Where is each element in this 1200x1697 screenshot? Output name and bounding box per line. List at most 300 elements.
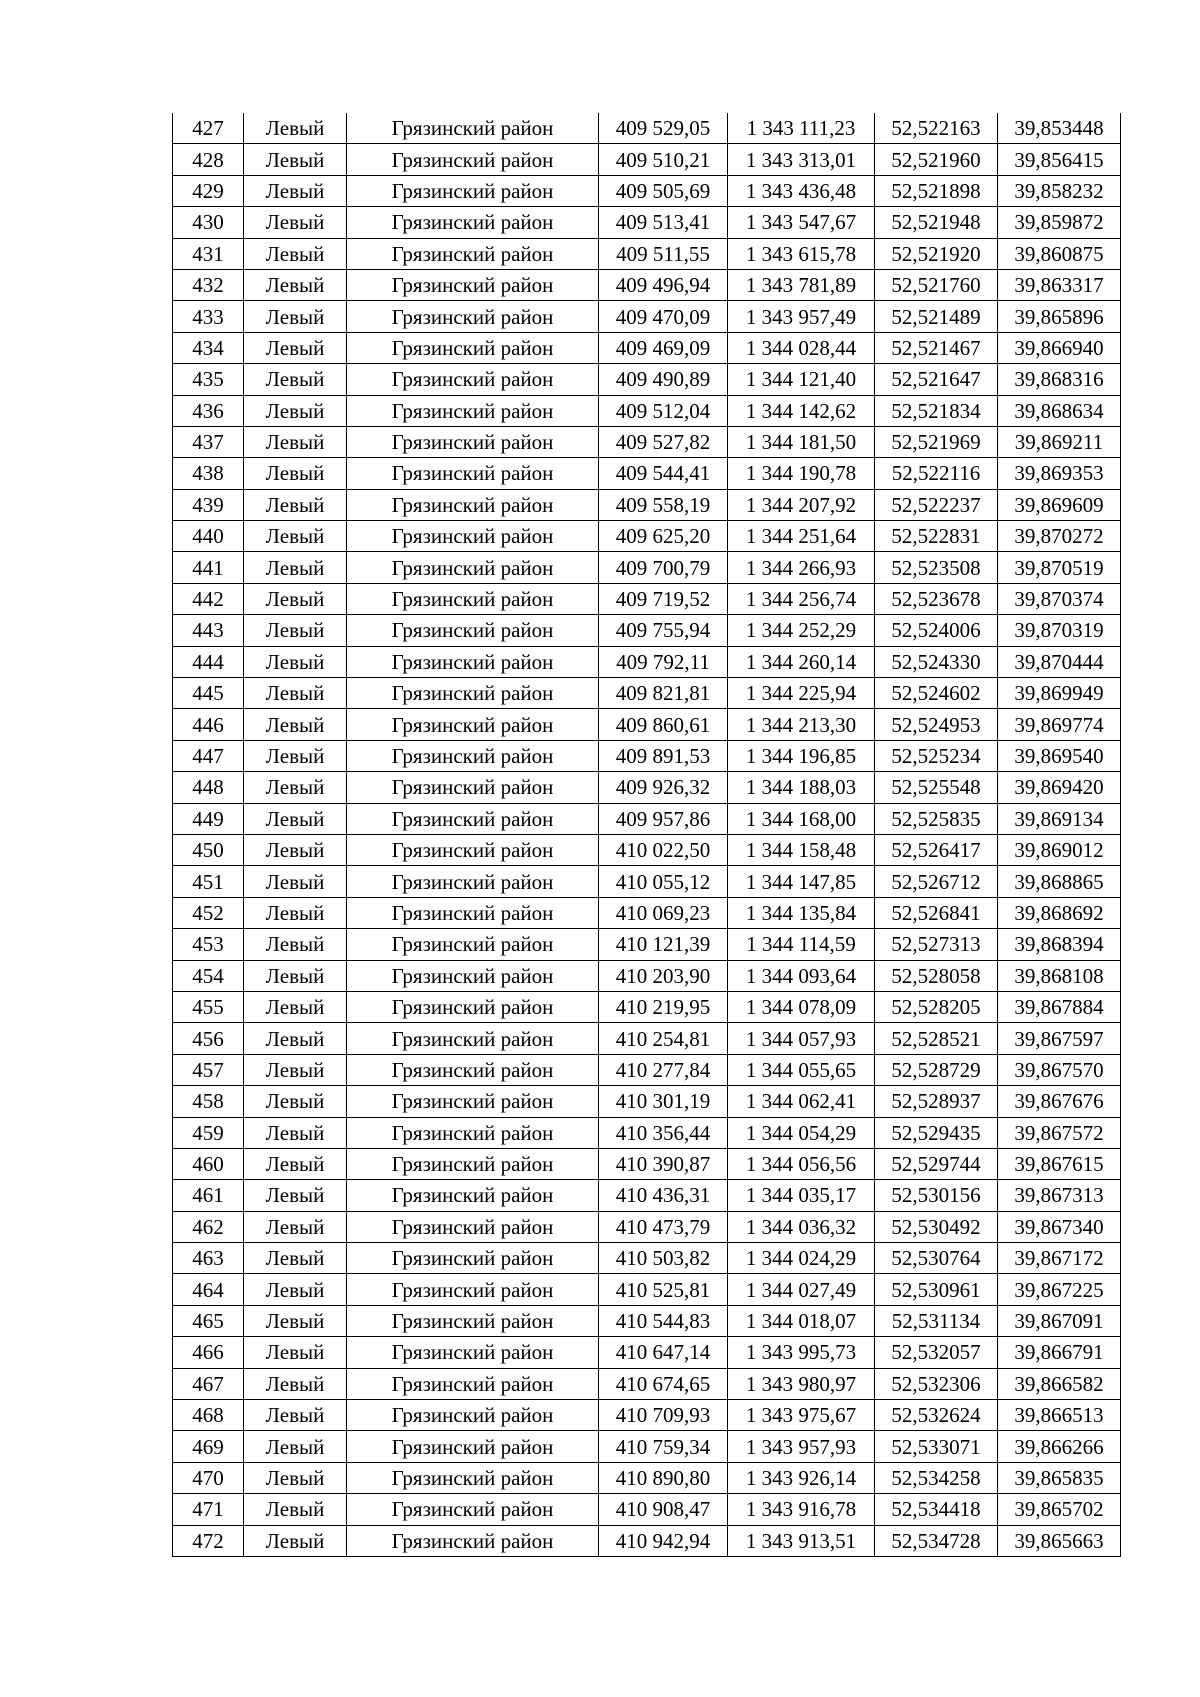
cell-coord-x: 409 719,52 — [599, 583, 728, 614]
cell-district-name: Грязинский район — [347, 552, 599, 583]
coordinates-table — [172, 113, 1121, 1557]
cell-bank-side: Левый — [244, 1086, 347, 1117]
cell-point-number: 467 — [173, 1368, 244, 1399]
cell-longitude: 39,866791 — [998, 1337, 1121, 1368]
cell-longitude: 39,867572 — [998, 1117, 1121, 1148]
cell-latitude: 52,524330 — [875, 646, 998, 677]
cell-bank-side: Левый — [244, 646, 347, 677]
cell-bank-side: Левый — [244, 301, 347, 332]
cell-point-number: 454 — [173, 960, 244, 991]
cell-latitude: 52,530961 — [875, 1274, 998, 1305]
cell-latitude: 52,526712 — [875, 866, 998, 897]
table-row — [173, 1023, 1121, 1054]
cell-coord-x: 410 503,82 — [599, 1243, 728, 1274]
table-row — [173, 960, 1121, 991]
cell-coord-x: 410 942,94 — [599, 1525, 728, 1556]
cell-point-number: 457 — [173, 1054, 244, 1085]
cell-district-name: Грязинский район — [347, 395, 599, 426]
cell-coord-x: 410 219,95 — [599, 991, 728, 1022]
cell-point-number: 452 — [173, 897, 244, 928]
cell-latitude: 52,528729 — [875, 1054, 998, 1085]
cell-longitude: 39,865663 — [998, 1525, 1121, 1556]
table-row — [173, 1054, 1121, 1085]
cell-latitude: 52,521960 — [875, 144, 998, 175]
cell-point-number: 447 — [173, 740, 244, 771]
table-row — [173, 740, 1121, 771]
cell-coord-y: 1 344 251,64 — [728, 521, 875, 552]
cell-latitude: 52,532057 — [875, 1337, 998, 1368]
cell-longitude: 39,869134 — [998, 803, 1121, 834]
cell-latitude: 52,521467 — [875, 332, 998, 363]
cell-coord-y: 1 343 111,23 — [728, 113, 875, 144]
cell-coord-y: 1 343 957,93 — [728, 1431, 875, 1462]
cell-bank-side: Левый — [244, 489, 347, 520]
cell-latitude: 52,531134 — [875, 1305, 998, 1336]
cell-district-name: Грязинский район — [347, 1086, 599, 1117]
cell-bank-side: Левый — [244, 1274, 347, 1305]
cell-point-number: 437 — [173, 426, 244, 457]
cell-coord-x: 410 525,81 — [599, 1274, 728, 1305]
cell-coord-y: 1 343 975,67 — [728, 1400, 875, 1431]
cell-coord-x: 409 510,21 — [599, 144, 728, 175]
cell-latitude: 52,521969 — [875, 426, 998, 457]
cell-coord-x: 409 511,55 — [599, 238, 728, 269]
cell-point-number: 429 — [173, 175, 244, 206]
cell-coord-y: 1 344 057,93 — [728, 1023, 875, 1054]
cell-latitude: 52,526841 — [875, 897, 998, 928]
cell-bank-side: Левый — [244, 803, 347, 834]
cell-bank-side: Левый — [244, 678, 347, 709]
cell-coord-y: 1 343 980,97 — [728, 1368, 875, 1399]
cell-coord-y: 1 344 181,50 — [728, 426, 875, 457]
cell-longitude: 39,868108 — [998, 960, 1121, 991]
cell-bank-side: Левый — [244, 364, 347, 395]
cell-longitude: 39,866513 — [998, 1400, 1121, 1431]
cell-coord-x: 410 709,93 — [599, 1400, 728, 1431]
cell-point-number: 438 — [173, 458, 244, 489]
cell-district-name: Грязинский район — [347, 175, 599, 206]
cell-coord-x: 409 792,11 — [599, 646, 728, 677]
cell-longitude: 39,869353 — [998, 458, 1121, 489]
cell-latitude: 52,523678 — [875, 583, 998, 614]
cell-coord-x: 410 022,50 — [599, 834, 728, 865]
cell-latitude: 52,521834 — [875, 395, 998, 426]
cell-longitude: 39,853448 — [998, 113, 1121, 144]
cell-point-number: 464 — [173, 1274, 244, 1305]
cell-district-name: Грязинский район — [347, 960, 599, 991]
cell-coord-x: 410 390,87 — [599, 1148, 728, 1179]
cell-bank-side: Левый — [244, 1525, 347, 1556]
cell-bank-side: Левый — [244, 332, 347, 363]
cell-bank-side: Левый — [244, 834, 347, 865]
cell-district-name: Грязинский район — [347, 1400, 599, 1431]
cell-bank-side: Левый — [244, 1337, 347, 1368]
cell-coord-y: 1 344 024,29 — [728, 1243, 875, 1274]
cell-district-name: Грязинский район — [347, 269, 599, 300]
cell-longitude: 39,870374 — [998, 583, 1121, 614]
cell-point-number: 455 — [173, 991, 244, 1022]
cell-district-name: Грязинский район — [347, 144, 599, 175]
cell-coord-y: 1 344 055,65 — [728, 1054, 875, 1085]
cell-coord-x: 410 277,84 — [599, 1054, 728, 1085]
cell-latitude: 52,525234 — [875, 740, 998, 771]
cell-coord-y: 1 344 188,03 — [728, 772, 875, 803]
cell-coord-x: 410 203,90 — [599, 960, 728, 991]
cell-coord-y: 1 344 260,14 — [728, 646, 875, 677]
cell-coord-y: 1 344 196,85 — [728, 740, 875, 771]
table-row — [173, 1243, 1121, 1274]
table-row — [173, 113, 1121, 144]
cell-longitude: 39,863317 — [998, 269, 1121, 300]
cell-latitude: 52,524953 — [875, 709, 998, 740]
cell-longitude: 39,870272 — [998, 521, 1121, 552]
cell-district-name: Грязинский район — [347, 521, 599, 552]
cell-district-name: Грязинский район — [347, 301, 599, 332]
cell-point-number: 462 — [173, 1211, 244, 1242]
cell-district-name: Грязинский район — [347, 991, 599, 1022]
cell-longitude: 39,860875 — [998, 238, 1121, 269]
cell-latitude: 52,521898 — [875, 175, 998, 206]
table-row — [173, 615, 1121, 646]
cell-coord-y: 1 344 266,93 — [728, 552, 875, 583]
cell-point-number: 439 — [173, 489, 244, 520]
cell-bank-side: Левый — [244, 144, 347, 175]
cell-point-number: 446 — [173, 709, 244, 740]
cell-bank-side: Левый — [244, 521, 347, 552]
cell-longitude: 39,867172 — [998, 1243, 1121, 1274]
cell-point-number: 459 — [173, 1117, 244, 1148]
cell-longitude: 39,859872 — [998, 207, 1121, 238]
table-row — [173, 144, 1121, 175]
cell-district-name: Грязинский район — [347, 1337, 599, 1368]
cell-coord-x: 409 490,89 — [599, 364, 728, 395]
cell-point-number: 465 — [173, 1305, 244, 1336]
cell-coord-y: 1 343 781,89 — [728, 269, 875, 300]
cell-point-number: 470 — [173, 1462, 244, 1493]
cell-bank-side: Левый — [244, 1462, 347, 1493]
cell-latitude: 52,522237 — [875, 489, 998, 520]
cell-district-name: Грязинский район — [347, 583, 599, 614]
cell-coord-x: 410 301,19 — [599, 1086, 728, 1117]
cell-coord-y: 1 343 436,48 — [728, 175, 875, 206]
cell-latitude: 52,522116 — [875, 458, 998, 489]
cell-point-number: 461 — [173, 1180, 244, 1211]
cell-latitude: 52,522163 — [875, 113, 998, 144]
table-row — [173, 426, 1121, 457]
cell-district-name: Грязинский район — [347, 615, 599, 646]
cell-district-name: Грязинский район — [347, 772, 599, 803]
cell-coord-y: 1 344 225,94 — [728, 678, 875, 709]
cell-coord-y: 1 344 252,29 — [728, 615, 875, 646]
cell-bank-side: Левый — [244, 1400, 347, 1431]
cell-point-number: 443 — [173, 615, 244, 646]
cell-coord-y: 1 344 207,92 — [728, 489, 875, 520]
cell-coord-y: 1 344 114,59 — [728, 929, 875, 960]
cell-bank-side: Левый — [244, 175, 347, 206]
table-row — [173, 521, 1121, 552]
cell-coord-y: 1 343 926,14 — [728, 1462, 875, 1493]
cell-district-name: Грязинский район — [347, 1462, 599, 1493]
cell-longitude: 39,869949 — [998, 678, 1121, 709]
cell-coord-y: 1 343 995,73 — [728, 1337, 875, 1368]
cell-latitude: 52,524006 — [875, 615, 998, 646]
cell-point-number: 451 — [173, 866, 244, 897]
cell-point-number: 428 — [173, 144, 244, 175]
cell-coord-y: 1 343 957,49 — [728, 301, 875, 332]
cell-longitude: 39,867615 — [998, 1148, 1121, 1179]
cell-bank-side: Левый — [244, 552, 347, 583]
cell-coord-x: 410 254,81 — [599, 1023, 728, 1054]
cell-coord-y: 1 344 168,00 — [728, 803, 875, 834]
cell-district-name: Грязинский район — [347, 929, 599, 960]
cell-coord-x: 410 544,83 — [599, 1305, 728, 1336]
cell-coord-y: 1 343 547,67 — [728, 207, 875, 238]
cell-point-number: 450 — [173, 834, 244, 865]
table-row — [173, 1337, 1121, 1368]
cell-bank-side: Левый — [244, 929, 347, 960]
cell-coord-y: 1 344 190,78 — [728, 458, 875, 489]
cell-longitude: 39,865896 — [998, 301, 1121, 332]
cell-latitude: 52,521948 — [875, 207, 998, 238]
cell-bank-side: Левый — [244, 960, 347, 991]
cell-latitude: 52,522831 — [875, 521, 998, 552]
cell-latitude: 52,521760 — [875, 269, 998, 300]
cell-district-name: Грязинский район — [347, 1431, 599, 1462]
cell-longitude: 39,865702 — [998, 1494, 1121, 1525]
cell-latitude: 52,521647 — [875, 364, 998, 395]
cell-bank-side: Левый — [244, 740, 347, 771]
table-row — [173, 269, 1121, 300]
cell-point-number: 466 — [173, 1337, 244, 1368]
cell-latitude: 52,530492 — [875, 1211, 998, 1242]
table-row — [173, 1148, 1121, 1179]
cell-longitude: 39,867884 — [998, 991, 1121, 1022]
cell-bank-side: Левый — [244, 207, 347, 238]
cell-coord-y: 1 344 018,07 — [728, 1305, 875, 1336]
cell-longitude: 39,868865 — [998, 866, 1121, 897]
cell-longitude: 39,866266 — [998, 1431, 1121, 1462]
cell-district-name: Грязинский район — [347, 709, 599, 740]
cell-latitude: 52,530156 — [875, 1180, 998, 1211]
cell-bank-side: Левый — [244, 709, 347, 740]
cell-latitude: 52,534728 — [875, 1525, 998, 1556]
cell-latitude: 52,529744 — [875, 1148, 998, 1179]
table-row — [173, 301, 1121, 332]
table-row — [173, 866, 1121, 897]
cell-coord-x: 409 957,86 — [599, 803, 728, 834]
cell-district-name: Грязинский район — [347, 489, 599, 520]
table-row — [173, 332, 1121, 363]
cell-longitude: 39,858232 — [998, 175, 1121, 206]
cell-coord-y: 1 344 027,49 — [728, 1274, 875, 1305]
table-row — [173, 646, 1121, 677]
cell-coord-y: 1 344 135,84 — [728, 897, 875, 928]
cell-longitude: 39,869540 — [998, 740, 1121, 771]
cell-coord-y: 1 344 158,48 — [728, 834, 875, 865]
cell-point-number: 448 — [173, 772, 244, 803]
cell-latitude: 52,523508 — [875, 552, 998, 583]
cell-longitude: 39,867225 — [998, 1274, 1121, 1305]
coordinates-table-body — [173, 113, 1121, 1556]
cell-district-name: Грязинский район — [347, 897, 599, 928]
table-row — [173, 991, 1121, 1022]
cell-bank-side: Левый — [244, 1148, 347, 1179]
cell-bank-side: Левый — [244, 395, 347, 426]
cell-bank-side: Левый — [244, 866, 347, 897]
cell-longitude: 39,868394 — [998, 929, 1121, 960]
table-row — [173, 552, 1121, 583]
cell-bank-side: Левый — [244, 615, 347, 646]
cell-point-number: 458 — [173, 1086, 244, 1117]
cell-longitude: 39,870444 — [998, 646, 1121, 677]
cell-longitude: 39,868634 — [998, 395, 1121, 426]
cell-district-name: Грязинский район — [347, 1243, 599, 1274]
cell-point-number: 434 — [173, 332, 244, 363]
cell-bank-side: Левый — [244, 238, 347, 269]
cell-point-number: 436 — [173, 395, 244, 426]
cell-point-number: 427 — [173, 113, 244, 144]
table-row — [173, 395, 1121, 426]
table-row — [173, 709, 1121, 740]
table-row — [173, 803, 1121, 834]
cell-point-number: 468 — [173, 1400, 244, 1431]
cell-coord-x: 409 891,53 — [599, 740, 728, 771]
cell-coord-x: 410 890,80 — [599, 1462, 728, 1493]
cell-coord-y: 1 344 054,29 — [728, 1117, 875, 1148]
cell-longitude: 39,865835 — [998, 1462, 1121, 1493]
cell-coord-y: 1 344 078,09 — [728, 991, 875, 1022]
cell-bank-side: Левый — [244, 991, 347, 1022]
cell-coord-y: 1 344 036,32 — [728, 1211, 875, 1242]
cell-latitude: 52,525548 — [875, 772, 998, 803]
cell-latitude: 52,532306 — [875, 1368, 998, 1399]
cell-point-number: 435 — [173, 364, 244, 395]
cell-district-name: Грязинский район — [347, 1274, 599, 1305]
cell-coord-x: 410 908,47 — [599, 1494, 728, 1525]
cell-coord-x: 409 529,05 — [599, 113, 728, 144]
cell-district-name: Грязинский район — [347, 364, 599, 395]
table-row — [173, 1274, 1121, 1305]
cell-latitude: 52,533071 — [875, 1431, 998, 1462]
table-row — [173, 678, 1121, 709]
cell-district-name: Грязинский район — [347, 458, 599, 489]
cell-coord-y: 1 343 913,51 — [728, 1525, 875, 1556]
cell-coord-y: 1 344 056,56 — [728, 1148, 875, 1179]
cell-point-number: 445 — [173, 678, 244, 709]
cell-point-number: 453 — [173, 929, 244, 960]
cell-district-name: Грязинский район — [347, 740, 599, 771]
cell-coord-y: 1 344 062,41 — [728, 1086, 875, 1117]
table-row — [173, 1086, 1121, 1117]
cell-district-name: Грязинский район — [347, 866, 599, 897]
cell-longitude: 39,866582 — [998, 1368, 1121, 1399]
cell-coord-x: 409 470,09 — [599, 301, 728, 332]
cell-longitude: 39,867340 — [998, 1211, 1121, 1242]
table-row — [173, 207, 1121, 238]
cell-point-number: 471 — [173, 1494, 244, 1525]
cell-coord-x: 409 496,94 — [599, 269, 728, 300]
cell-longitude: 39,869420 — [998, 772, 1121, 803]
cell-district-name: Грязинский район — [347, 1525, 599, 1556]
cell-district-name: Грязинский район — [347, 1054, 599, 1085]
cell-bank-side: Левый — [244, 1023, 347, 1054]
cell-latitude: 52,528937 — [875, 1086, 998, 1117]
table-row — [173, 364, 1121, 395]
table-row — [173, 929, 1121, 960]
table-row — [173, 238, 1121, 269]
cell-district-name: Грязинский район — [347, 332, 599, 363]
cell-coord-x: 409 512,04 — [599, 395, 728, 426]
table-row — [173, 1368, 1121, 1399]
cell-coord-x: 410 436,31 — [599, 1180, 728, 1211]
cell-coord-y: 1 343 313,01 — [728, 144, 875, 175]
cell-coord-y: 1 344 028,44 — [728, 332, 875, 363]
cell-coord-y: 1 344 035,17 — [728, 1180, 875, 1211]
cell-coord-x: 409 527,82 — [599, 426, 728, 457]
cell-longitude: 39,868316 — [998, 364, 1121, 395]
cell-coord-x: 410 674,65 — [599, 1368, 728, 1399]
cell-district-name: Грязинский район — [347, 803, 599, 834]
cell-district-name: Грязинский район — [347, 426, 599, 457]
cell-district-name: Грязинский район — [347, 1305, 599, 1336]
cell-latitude: 52,528058 — [875, 960, 998, 991]
table-row — [173, 1494, 1121, 1525]
cell-coord-x: 409 700,79 — [599, 552, 728, 583]
cell-district-name: Грязинский район — [347, 678, 599, 709]
cell-coord-y: 1 344 142,62 — [728, 395, 875, 426]
cell-district-name: Грязинский район — [347, 113, 599, 144]
cell-latitude: 52,528521 — [875, 1023, 998, 1054]
cell-district-name: Грязинский район — [347, 207, 599, 238]
cell-district-name: Грязинский район — [347, 1368, 599, 1399]
cell-coord-y: 1 343 916,78 — [728, 1494, 875, 1525]
cell-district-name: Грязинский район — [347, 646, 599, 677]
cell-coord-y: 1 344 093,64 — [728, 960, 875, 991]
cell-longitude: 39,867597 — [998, 1023, 1121, 1054]
cell-district-name: Грязинский район — [347, 1211, 599, 1242]
table-row — [173, 1431, 1121, 1462]
cell-bank-side: Левый — [244, 1211, 347, 1242]
cell-coord-x: 410 069,23 — [599, 897, 728, 928]
cell-longitude: 39,869012 — [998, 834, 1121, 865]
cell-point-number: 456 — [173, 1023, 244, 1054]
cell-bank-side: Левый — [244, 113, 347, 144]
cell-latitude: 52,525835 — [875, 803, 998, 834]
cell-bank-side: Левый — [244, 1054, 347, 1085]
table-row — [173, 1400, 1121, 1431]
cell-point-number: 463 — [173, 1243, 244, 1274]
table-row — [173, 583, 1121, 614]
cell-coord-x: 409 625,20 — [599, 521, 728, 552]
cell-coord-x: 410 055,12 — [599, 866, 728, 897]
cell-coord-x: 409 544,41 — [599, 458, 728, 489]
cell-point-number: 433 — [173, 301, 244, 332]
cell-coord-x: 409 755,94 — [599, 615, 728, 646]
cell-district-name: Грязинский район — [347, 1023, 599, 1054]
cell-longitude: 39,867313 — [998, 1180, 1121, 1211]
cell-coord-x: 409 558,19 — [599, 489, 728, 520]
cell-bank-side: Левый — [244, 1305, 347, 1336]
cell-latitude: 52,530764 — [875, 1243, 998, 1274]
cell-district-name: Грязинский район — [347, 1494, 599, 1525]
cell-coord-x: 409 469,09 — [599, 332, 728, 363]
cell-latitude: 52,532624 — [875, 1400, 998, 1431]
cell-bank-side: Левый — [244, 1180, 347, 1211]
cell-longitude: 39,856415 — [998, 144, 1121, 175]
table-row — [173, 772, 1121, 803]
cell-district-name: Грязинский район — [347, 1148, 599, 1179]
cell-bank-side: Левый — [244, 1368, 347, 1399]
